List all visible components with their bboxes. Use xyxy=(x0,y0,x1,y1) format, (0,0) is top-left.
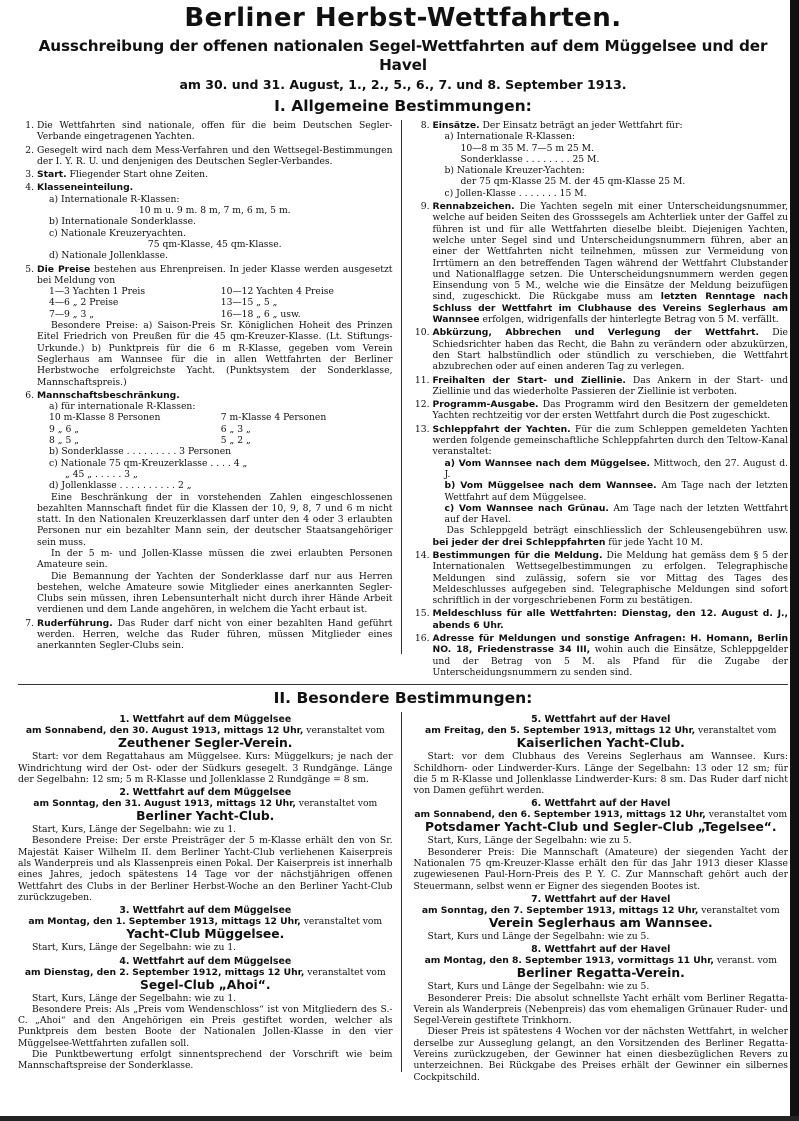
rule-1: 1. Die Wettfahrten sind nationale, offen für die beim Deutschen Segler-Verbande eingetragenen Yachten. xyxy=(25,120,393,143)
rule-9: 9. Rennabzeichen. Die Yachten segeln mit einer Unterscheidungsnummer, welche auf beiden Seiten des Grosssegels am Achterliek unter der Gaffel zu führen ist und für alle Wettfahrten dieselbe bleibt. Diejenigen Yachten, welche unter Segel sind und Unterscheidungsnummern führen, aber an einer der Wettfahrten nicht teilnehmen, müssen zur Vermeidung von Irrtümern an den betreffenden Tagen während der Wettfahrt Clubstander und Nationalflagge setzen. Die Unterscheidungsnummern werden gegen Einsendung von 5 M., welche wie die Einsätze der Meldung beizufügen sind, zugeschickt. Die Rückgabe muss am letzten Renntage nach Schluss der Wettfahrt im Clubhause des Vereins Seglerhaus am Wannsee erfolgen, widrigenfalls der hinterlegte Betrag von 5 M. verfällt. xyxy=(420,201,789,326)
section-2 xyxy=(18,684,788,1083)
section-2-title: II. Besondere Bestimmungen: xyxy=(273,689,533,708)
rule-11: 11. Freihalten der Start- und Ziellinie. Das Ankern in der Start- und Ziellinie und das wiederholte Passieren der Ziellinie ist verboten. xyxy=(414,374,788,397)
rule-8: 8. Einsätze. Der Einsatz beträgt an jeder Wettfahrt für: a) Internationale R-Klassen: 10—8 m 35 M. 7—5 m 25 M. Sonderklasse . . . . . . . . 25 M. b) Nationale Kreuzer-Yachten: der 75 qm-Klasse 25 M. der 45 qm-Klasse 25 M. c) Jollen-Klasse . . . . . . . 15 M. xyxy=(420,120,686,199)
rule-6: 6. Mannschaftsbeschränkung. a) für internationale R-Klassen: 10 m-Klasse 8 Personen 7 m-Klasse 4 Personen 9 „ 6 „ 6 „ 3 „ 8 „ 5 „ 5 „ 2 „ b) Sonderklasse . . . . . . . . . 3 Personen c) Nationale 75 qm-Kreuzerklasse . . . . 4 „ „ 45 „ . . . . . 3 „ d) Jollenklasse . . . . . . . . . . 2 „ Eine Beschränkung der in vorstehenden Zahlen eingeschlossenen bezahlten Mannschaft findet für die Klassen der 10, 9, 8, 7 und 6 m nicht statt. In den Nationalen Kreuzerklassen darf unter den 4 oder 3 erlaubten Personen nur ein bezahlter Mann sein, der deutscher Staatsangehöriger sein muss. In der 5 m- und Jollen-Klasse müssen die zwei erlaubten Personen Amateure sein. Die Bemannung der Yachten der Sonderklasse darf nur aus Herren bestehen, welche Amateure sowie Mitglieder eines anerkannten Segler-Clubs sein müssen, ihren Lebensunterhalt nicht durch ihrer Hände Arbeit verdienen und dem Lande angehören, in welchem die Yacht erbaut ist. xyxy=(25,389,393,616)
race-7: 7. Wettfahrt auf der Havel am Sonntag, den 7. September 1913, mittags 12 Uhr, veranstaltet vom Verein Seglerhaus am Wannsee. Start, Kurs und Länge der Segelbahn: wie zu 5. xyxy=(421,893,780,942)
section-2-right-column xyxy=(414,712,789,1083)
rule-15: 15. Meldeschluss für alle Wettfahrten: Dienstag, den 12. August d. J., abends 6 Uhr. xyxy=(414,608,788,631)
race-6: 6. Wettfahrt auf der Havel am Sonnabend, den 6. September 1913, mittags 12 Uhr, veranstaltet vom Potsdamer Yacht-Club und Segler-Club „Tegelsee“. Start, Kurs, Länge der Segelbahn: wie zu 5. Besonderer Preis: Die Mannschaft (Amateure) der siegenden Yacht der Nationalen 75 qm-Kreuzer-Klasse erhält den für das Jahr 1913 dieser Klasse zugewiesenen Paul-Horn-Preis des P. Y. C. Zur Mannschaft gehört auch der Steuermann, selbst wenn er Eigner des siegenden Bootes ist. xyxy=(413,798,788,892)
race-3: 3. Wettfahrt auf dem Müggelsee am Montag, den 1. September 1913, mittags 12 Uhr, veranstaltet vom Yacht-Club Müggelsee. Start, Kurs, Länge der Segelbahn: wie zu 1. xyxy=(28,905,383,954)
document-title: Berliner Herbst-Wettfahrten. xyxy=(184,3,622,33)
scan-edge-right xyxy=(790,0,799,1121)
document-subtitle: Ausschreibung der offenen nationalen Segel-Wettfahrten auf dem Müggelsee und der Havel xyxy=(38,37,768,74)
race-8: 8. Wettfahrt auf der Havel am Montag, den 8. September 1913, vormittags 11 Uhr, veranst. vom Berliner Regatta-Verein. Start, Kurs und Länge der Segelbahn: wie zu 5. Besonderer Preis: Die absolut schnellste Yacht erhält vom Berliner Regatta-Verein als Wanderpreis (Nebenpreis) das vom ehemaligen Grünauer Ruder- und Segel-Verein gestiftete Trinkhorn. Dieser Preis ist spätestens 4 Wochen vor der nächsten Wettfahrt, in welcher derselbe zur Ausseglung gelangt, an den Vorsitzenden des Berliner Regatta-Vereins zurückzugeben, der Gewinner hat einen diesbezüglichen Revers zu unterzeichnen. Bei Rückgabe des Preises erhält der Gewinner ein silbernes Cockpitschild. xyxy=(413,944,788,1083)
rule-16: 16. Adresse für Meldungen und sonstige Anfragen: H. Homann, Berlin NO. 18, Friedenstrasse 34 III, wohin auch die Einsätze, Schleppgelder und der Betrag von 5 M. als Pfand für die Zugabe der Unterscheidungsnummern zu senden sind. xyxy=(414,633,788,678)
race-5: 5. Wettfahrt auf der Havel am Freitag, den 5. September 1913, mittags 12 Uhr, veranstaltet vom Kaiserlichen Yacht-Club. Start: vor dem Clubhaus des Vereins Seglerhaus am Wannsee. Kurs: Schildhorn- oder Lindwerder-Kurs. Länge der Segelbahn: 13 oder 12 sm; für die 5 m R-Klasse und Jollenklasse Lindwerder-Kurs: 8 sm. Das Ruder darf nicht von Damen geführt werden. xyxy=(413,714,788,797)
rule-13: 13. Schleppfahrt der Yachten. Für die zum Schleppen gemeldeten Yachten werden folgende gemeinschaftliche Schleppfahrten durch den Teltow-Kanal veranstaltet: a) Vom Wannsee nach dem Müggelsee. Mittwoch, den 27. August d. J. b) Vom Müggelsee nach dem Wannsee. Am Tage nach der letzten Wettfahrt auf dem Müggelsee. c) Vom Wannsee nach Grünau. Am Tage nach der letzten Wettfahrt auf der Havel. Das Schleppgeld beträgt einschliesslich der Schleusengebühren usw. bei jeder der drei Schleppfahrten für jede Yacht 10 M. xyxy=(414,423,789,548)
section-1-left-column xyxy=(18,120,402,654)
race-1: 1. Wettfahrt auf dem Müggelsee am Sonnabend, den 30. August 1913, mittags 12 Uhr, veranstaltet vom Zeuthener Segler-Verein. Start: vor dem Regattahaus am Müggelsee. Kurs: Müggelkurs; je nach der Windrichtung wird der Ost- oder der Südkurs gesegelt. 3 Rundgänge. Länge der Segelbahn: 12 sm; 5 m R-Klasse und Jollenklasse 2 Rundgänge = 8 sm. xyxy=(18,714,393,785)
rule-12: 12. Programm-Ausgabe. Das Programm wird den Besitzern der gemeldeten Yachten rechtzeitig vor der ersten Wettfahrt durch die Post zugeschickt. xyxy=(414,399,788,422)
race-2: 2. Wettfahrt auf dem Müggelsee am Sonntag, den 31. August 1913, mittags 12 Uhr, veranstaltet vom Berliner Yacht-Club. Start, Kurs, Länge der Segelbahn: wie zu 1. Besondere Preise: Der erste Preisträger der 5 m-Klasse erhält den von Sr. Majestät Kaiser Wilhelm II. dem Berliner Yacht-Club verliehenen Kaiserpreis als Wanderpreis und als Klassenpreis einen Pokal. Der Kaiserpreis ist innerhalb eines Jahres, jedoch spätestens 14 Tage vor der nächstjährigen offenen Wettfahrt des Clubs in der Berliner Herbst-Woche an den Berliner Yacht-Club zurückzugeben. xyxy=(18,787,393,903)
rule-10: 10. Abkürzung, Abbrechen und Verlegung der Wettfahrt. Die Schiedsrichter haben das Recht, die Bahn zu verändern oder abzukürzen, den Start halbstündlich oder stündlich zu verschieben, die Wettfahrt abzubrechen oder auf einen anderen Tag zu verlegen. xyxy=(414,327,788,373)
rule-2: 2. Gesegelt wird nach dem Mess-Verfahren und den Wettsegel-Bestimmungen der I. Y. R. U. und denjenigen des Deutschen Segler-Verbandes. xyxy=(25,144,393,167)
rule-14: 14. Bestimmungen für die Meldung. Die Meldung hat gemäss dem § 5 der Internationalen Wettsegelbestimmungen zu erfolgen. Telegraphische Meldungen sind zulässig, sofern sie vor Mittag des Tages des Meldeschlusses aufgegeben sind. Telegraphische Meldungen sind sofort schriftlich in der vorgeschriebenen Form zu bestätigen. xyxy=(414,549,788,607)
section-1-columns xyxy=(18,120,788,680)
document-page xyxy=(18,0,788,1121)
rule-4: 4. Klasseneinteilung. a) Internationale R-Klassen: 10 m u. 9 m. 8 m, 7 m, 6 m, 5 m. b) Internationale Sonderklasse. c) Nationale Kreuzeryachten. 75 qm-Klasse, 45 qm-Klasse. d) Nationale Jollenklasse. xyxy=(25,182,291,262)
rule-3: 3. Start. Fliegender Start ohne Zeiten. xyxy=(25,169,209,181)
rule-7: 7. Ruderführung. Das Ruder darf nicht von einer bezahlten Hand geführt werden. Herren, welche das Ruder führen, müssen Mitglieder eines anerkannten Segler-Clubs sein. xyxy=(25,617,393,652)
document-dates: am 30. und 31. August, 1., 2., 5., 6., 7. und 8. September 1913. xyxy=(179,77,627,92)
race-4: 4. Wettfahrt auf dem Müggelsee am Dienstag, den 2. September 1912, mittags 12 Uhr, veranstaltet vom Segel-Club „Ahoi“. Start, Kurs, Länge der Segelbahn: wie zu 1. Besondere Preis: Als „Preis vom Wendenschloss“ ist von Mitgliedern des S.-C. „Ahoi“ and den Angehörigen ein Preis gestiftet worden, welcher als Punktpreis dem besten Boote der Nationalen Jollen-Klasse in den vier Müggelsee-Wettfahrten zufallen soll. Die Punktbewertung erfolgt sinnentsprechend der Vorschrift wie beim Mannschaftspreise der Sonderklasse. xyxy=(18,955,393,1072)
section-2-left-column xyxy=(18,712,402,1071)
section-1-title: I. Allgemeine Bestimmungen: xyxy=(274,97,532,115)
section-2-columns xyxy=(18,712,788,1083)
rule-5: 5. Die Preise bestehen aus Ehrenpreisen. In jeder Klasse werden ausgesetzt bei Meldung von 1—3 Yachten 1 Preis 10—12 Yachten 4 Preise 4—6 „ 2 Preise 13—15 „ 5 „ 7—9 „ 3 „ 16—18 „ 6 „ usw. Besondere Preise: a) Saison-Preis Sr. Königlichen Hoheit des Prinzen Eitel Friedrich von Preußen für die 45 qm-Kreuzer-Klasse. (Lt. Stiftungs-Urkunde.) b) Punktpreis für die 6 m R-Klasse, gegeben vom Verein Seglerhaus am Wannsee für die in allen Wettfahrten der Berliner Herbstwoche erfolgreichste Yacht. (Punktsystem der Sonderklasse, Mannschaftspreis.) xyxy=(25,263,393,388)
section-1-right-column xyxy=(414,120,789,680)
